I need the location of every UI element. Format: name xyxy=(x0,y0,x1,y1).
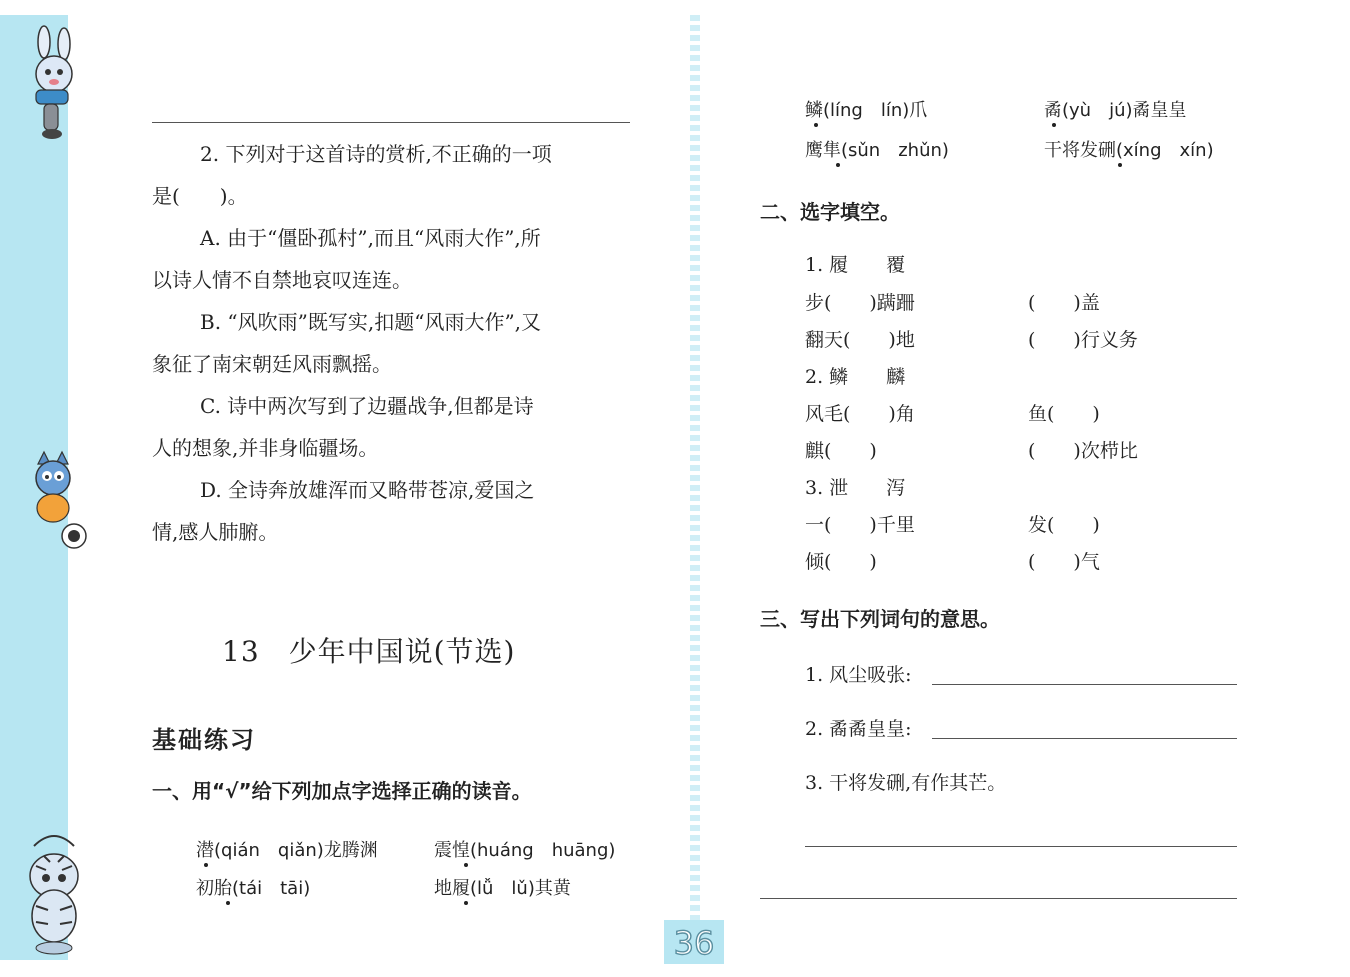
q2-stem-line2: 是( )。 xyxy=(152,184,248,208)
part2-title: 二、选字填空。 xyxy=(760,200,900,224)
fill-item: 风毛( )角 xyxy=(805,403,915,425)
section-title: 基础练习 xyxy=(152,726,256,754)
q2-option-b-line2: 象征了南宋朝廷风雨飘摇。 xyxy=(152,352,392,376)
meaning-item: 2. 矞矞皇皇: xyxy=(805,718,912,740)
emphasis-dot xyxy=(1052,123,1056,127)
group-heading: 1. 履 覆 xyxy=(805,254,906,276)
answer-line[interactable] xyxy=(932,684,1237,685)
lesson-title: 13 少年中国说(节选) xyxy=(222,635,516,668)
pinyin-item: 潜(qián qiǎn)龙腾渊 xyxy=(196,840,378,861)
answer-line[interactable] xyxy=(760,898,1237,899)
pinyin-item: 矞(yù jú)矞皇皇 xyxy=(1044,100,1187,121)
q2-option-c-line1: C. 诗中两次写到了边疆战争,但都是诗 xyxy=(200,394,534,418)
fill-item: 步( )蹒跚 xyxy=(805,292,915,314)
q2-option-a-line1: A. 由于“僵卧孤村”,而且“风雨大作”,所 xyxy=(200,226,541,250)
emphasis-dot xyxy=(464,901,468,905)
q2-stem-line1: 2. 下列对于这首诗的赏析,不正确的一项 xyxy=(200,142,552,166)
pinyin-item: 震惶(huáng huāng) xyxy=(434,840,616,861)
cat-illustration xyxy=(12,450,92,550)
emphasis-dot xyxy=(814,123,818,127)
top-divider xyxy=(152,122,630,123)
book-spine xyxy=(690,15,700,960)
fill-item: 一( )千里 xyxy=(805,514,915,536)
q2-option-d-line1: D. 全诗奔放雄浑而又略带苍凉,爱国之 xyxy=(200,478,535,502)
q2-option-d-line2: 情,感人肺腑。 xyxy=(152,520,279,544)
pinyin-item: 鳞(líng lín)爪 xyxy=(805,100,928,121)
fill-item: 翻天( )地 xyxy=(805,329,915,351)
answer-line[interactable] xyxy=(932,738,1237,739)
page-number: 36 xyxy=(664,920,724,964)
group-heading: 3. 泄 泻 xyxy=(805,477,906,499)
fill-item: 麒( ) xyxy=(805,440,877,462)
emphasis-dot xyxy=(1118,163,1122,167)
meaning-item: 3. 干将发硎,有作其芒。 xyxy=(805,772,1007,794)
rabbit-illustration xyxy=(14,22,90,142)
emphasis-dot xyxy=(464,863,468,867)
emphasis-dot xyxy=(226,901,230,905)
pinyin-item: 干将发硎(xíng xín) xyxy=(1044,140,1214,161)
part3-title: 三、写出下列词句的意思。 xyxy=(760,607,1000,631)
emphasis-dot xyxy=(204,863,208,867)
pinyin-item: 初胎(tái tāi) xyxy=(196,878,311,899)
fill-item: 鱼( ) xyxy=(1028,403,1100,425)
q2-option-c-line2: 人的想象,并非身临疆场。 xyxy=(152,436,379,460)
fill-item: ( )盖 xyxy=(1028,292,1100,314)
emphasis-dot xyxy=(836,163,840,167)
fill-item: ( )气 xyxy=(1028,551,1100,573)
answer-line[interactable] xyxy=(805,846,1237,847)
group-heading: 2. 鳞 麟 xyxy=(805,366,906,388)
fill-item: 倾( ) xyxy=(805,551,877,573)
tiger-illustration xyxy=(14,826,94,960)
fill-item: 发( ) xyxy=(1028,514,1100,536)
part1-title: 一、用“√”给下列加点字选择正确的读音。 xyxy=(152,779,532,803)
meaning-item: 1. 风尘吸张: xyxy=(805,664,912,686)
q2-option-b-line1: B. “风吹雨”既写实,扣题“风雨大作”,又 xyxy=(200,310,542,334)
pinyin-item: 地履(lǚ lǔ)其黄 xyxy=(434,878,571,899)
pinyin-item: 鹰隼(sǔn zhǔn) xyxy=(805,140,949,161)
q2-option-a-line2: 以诗人情不自禁地哀叹连连。 xyxy=(152,268,412,292)
fill-item: ( )行义务 xyxy=(1028,329,1138,351)
fill-item: ( )次栉比 xyxy=(1028,440,1138,462)
